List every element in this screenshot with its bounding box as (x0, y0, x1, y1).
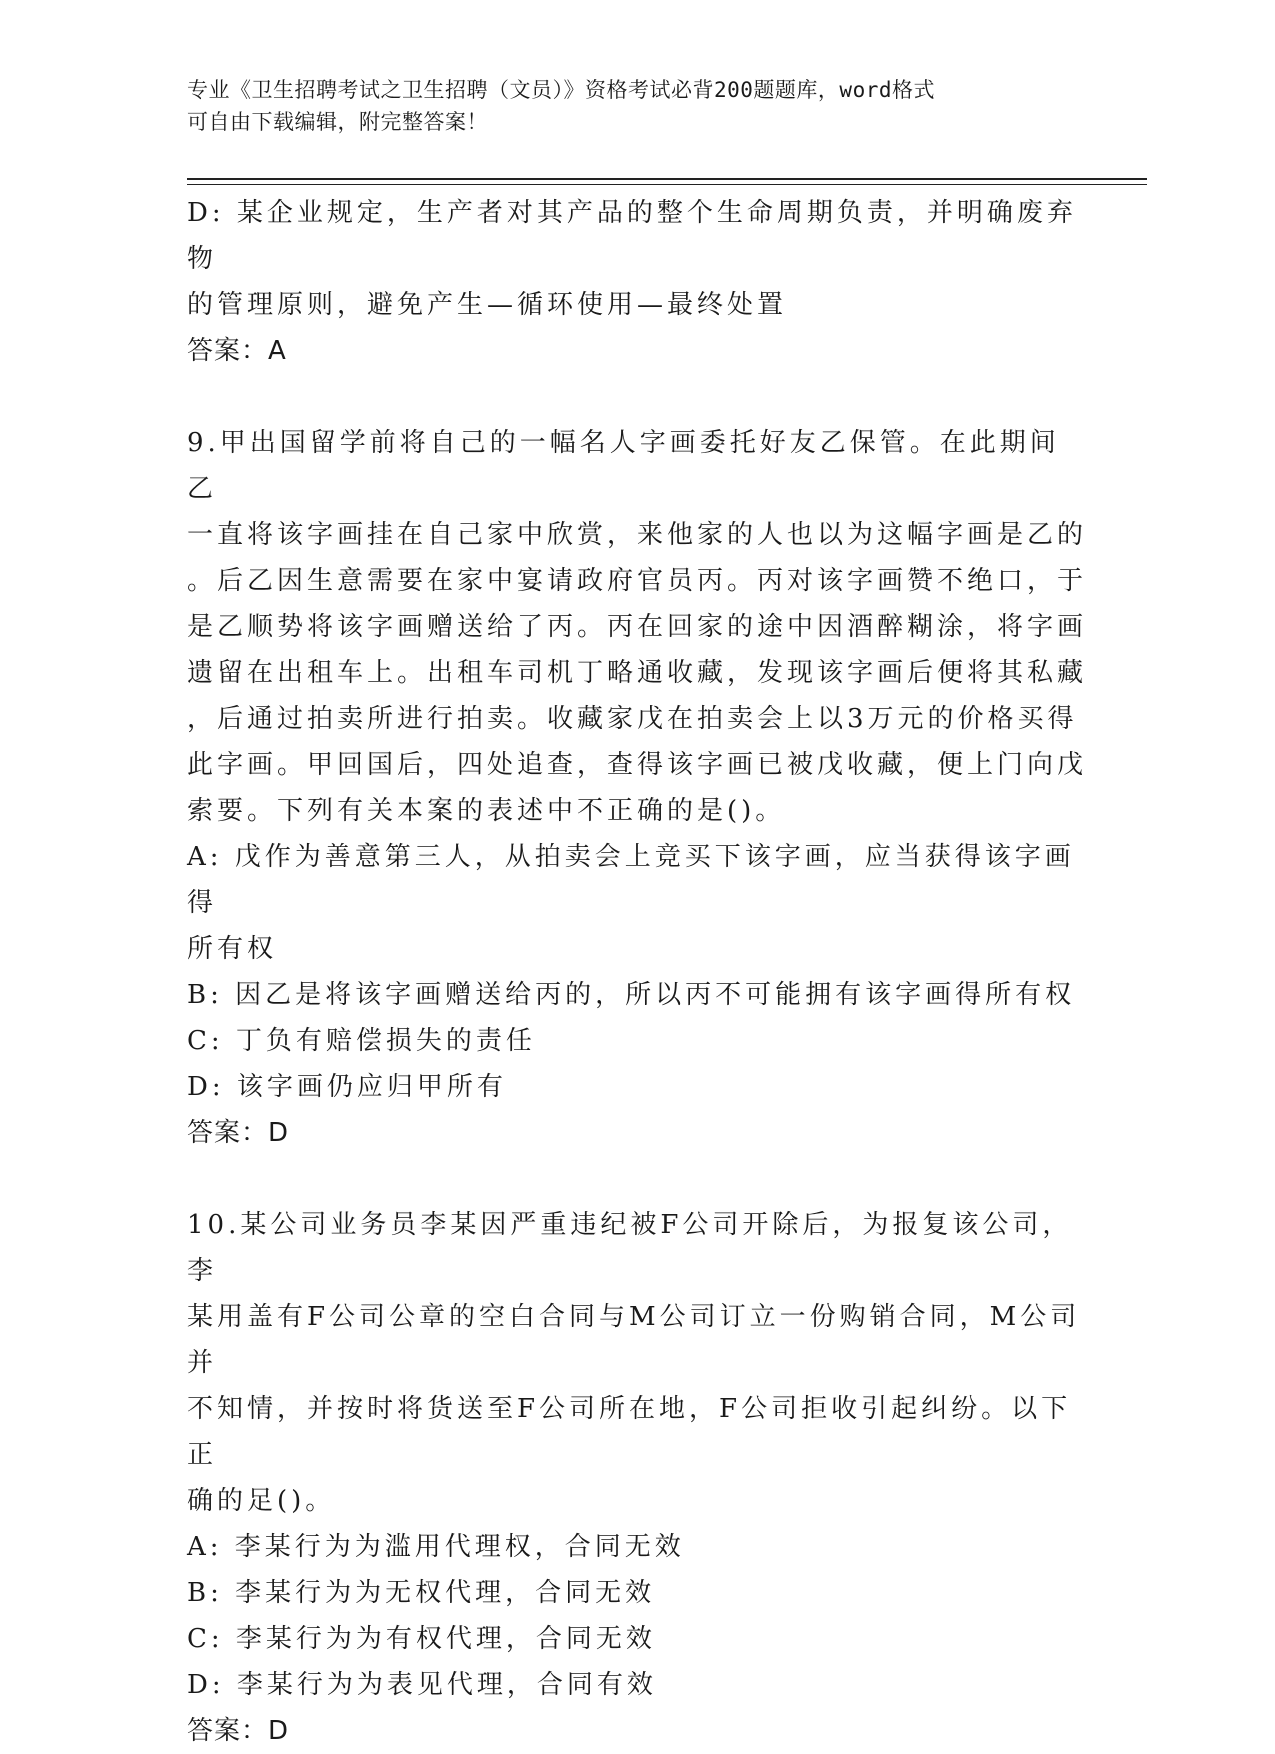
question-9 (187, 420, 1087, 1156)
q9-answer: 答案：D (187, 1118, 290, 1148)
q10-stem-line: 10.某公司业务员李某因严重违纪被F公司开除后，为报复该公司，李 (187, 1210, 1073, 1286)
q9-stem-line: ，后通过拍卖所进行拍卖。收藏家戊在拍卖会上以3万元的价格买得 (187, 704, 1078, 734)
q9-stem-line: 是乙顺势将该字画赠送给了丙。丙在回家的途中因酒醉糊涂，将字画 (187, 612, 1088, 642)
q9-option-d: D: 该字画仍应归甲所有 (187, 1072, 507, 1102)
q10-option-c: C: 李某行为为有权代理，合同无效 (187, 1624, 656, 1654)
spacer (187, 374, 1087, 420)
header-line-2: 可自由下载编辑，附完整答案！ (187, 110, 488, 134)
q10-option-b: B: 李某行为为无权代理，合同无效 (187, 1578, 656, 1608)
previous-question-tail (187, 190, 1087, 374)
document-header (187, 74, 1087, 138)
q9-option-a-line-1: A: 戊作为善意第三人，从拍卖会上竞买下该字画，应当获得该字画得 (187, 842, 1075, 918)
q9-stem-line: 9.甲出国留学前将自己的一幅名人字画委托好友乙保管。在此期间乙 (187, 428, 1060, 504)
q9-stem-line: 此字画。甲回国后，四处追查，查得该字画已被戊收藏，便上门向戊 (187, 750, 1088, 780)
prev-option-d-line-1: D: 某企业规定，生产者对其产品的整个生命周期负责，并明确废弃物 (187, 198, 1077, 274)
prev-answer: 答案：A (187, 336, 287, 366)
q10-option-d: D: 李某行为为表见代理，合同有效 (187, 1670, 657, 1700)
document-body (187, 190, 1087, 1754)
q9-option-c: C: 丁负有赔偿损失的责任 (187, 1026, 536, 1056)
prev-option-d-line-2: 的管理原则，避免产生—循环使用—最终处置 (187, 290, 788, 320)
q10-answer: 答案：D (187, 1716, 290, 1746)
q10-stem-line: 某用盖有F公司公章的空白合同与M公司订立一份购销合同，M公司并 (187, 1302, 1081, 1378)
q9-stem-line: 索要。下列有关本案的表述中不正确的是()。 (187, 796, 786, 826)
q9-stem-line: 。后乙因生意需要在家中宴请政府官员丙。丙对该字画赞不绝口，于 (187, 566, 1088, 596)
q10-option-a: A: 李某行为为滥用代理权，合同无效 (187, 1532, 685, 1562)
spacer (187, 1156, 1087, 1202)
header-divider-thin (187, 184, 1147, 185)
q10-stem-line: 不知情，并按时将货送至F公司所在地，F公司拒收引起纠纷。以下正 (187, 1394, 1072, 1470)
q9-option-a-line-2: 所有权 (187, 934, 278, 964)
q10-stem-line: 确的足()。 (187, 1486, 336, 1516)
q9-stem-line: 遗留在出租车上。出租车司机丁略通收藏，发现该字画后便将其私藏 (187, 658, 1088, 688)
header-line-1: 专业《卫生招聘考试之卫生招聘（文员）》资格考试必背200题题库，word格式 (187, 78, 935, 102)
header-divider-thick (187, 178, 1147, 180)
question-10 (187, 1202, 1087, 1754)
q9-stem-line: 一直将该字画挂在自己家中欣赏，来他家的人也以为这幅字画是乙的 (187, 520, 1088, 550)
q9-option-b: B: 因乙是将该字画赠送给丙的，所以丙不可能拥有该字画得所有权 (187, 980, 1076, 1010)
